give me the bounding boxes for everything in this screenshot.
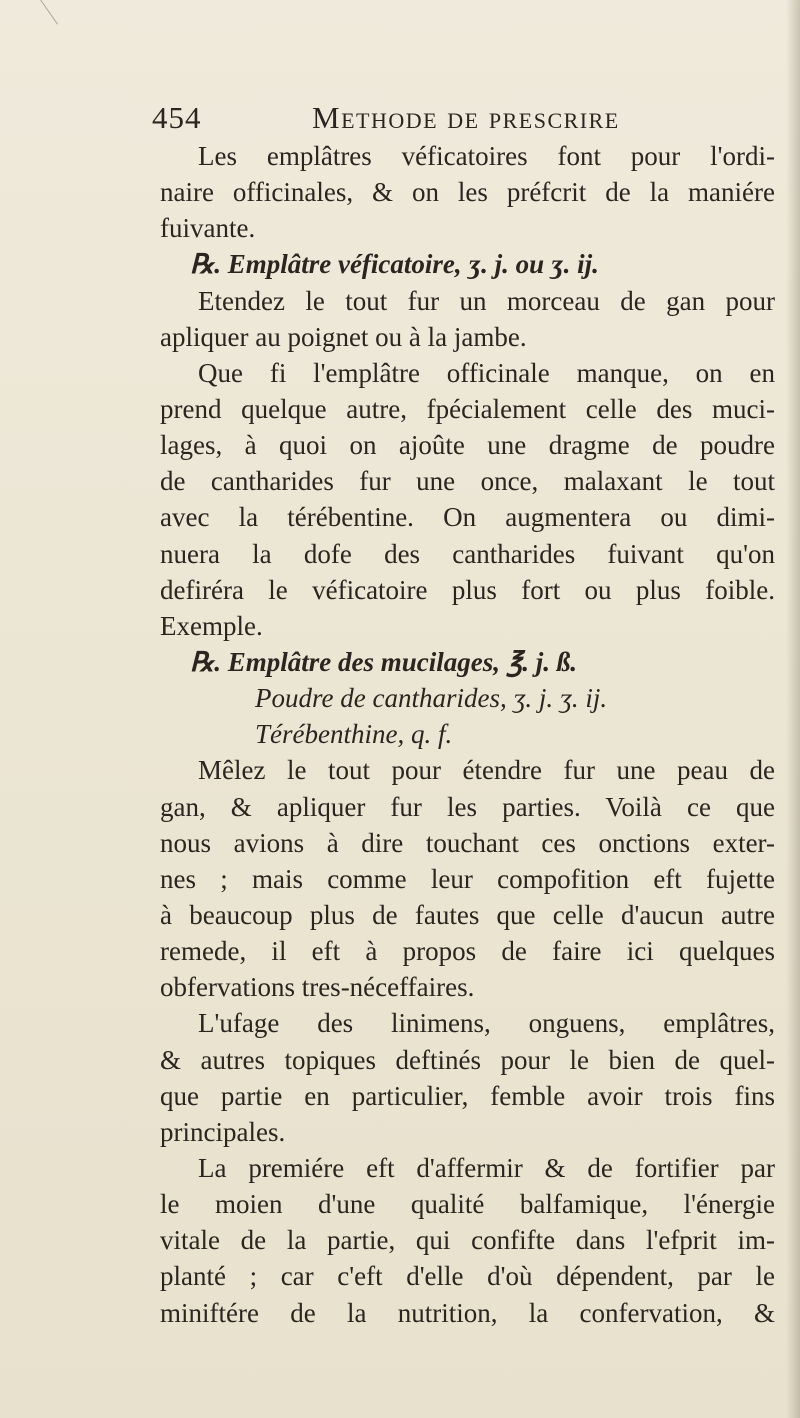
prescription-line: Térébenthine, q. f. bbox=[255, 719, 453, 750]
text-line: avec la térébentine. On augmentera ou dimi- bbox=[160, 502, 775, 533]
text-line: remede, il eft à propos de faire ici quelques bbox=[160, 936, 775, 967]
text-line: de cantharides fur une once, malaxant le tout bbox=[160, 466, 775, 497]
text-line: L'ufage des linimens, onguens, emplâtres, bbox=[198, 1008, 775, 1039]
prescription-line: ℞. Emplâtre véficatoire, ʒ. j. ou ʒ. ij. bbox=[190, 249, 599, 280]
page-edge-shadow bbox=[786, 0, 800, 1418]
text-line: Mêlez le tout pour étendre fur une peau de bbox=[198, 755, 775, 786]
page-header bbox=[152, 100, 732, 140]
text-line: defiréra le véficatoire plus fort ou plus foible. bbox=[160, 574, 775, 605]
body-text bbox=[160, 138, 775, 1331]
prescription-line: ℞. Emplâtre des mucilages, ℥. j. ß. bbox=[190, 646, 578, 677]
text-line: fuivante. bbox=[160, 213, 256, 244]
text-line: nuera la dofe des cantharides fuivant qu'on bbox=[160, 538, 775, 569]
text-line: le moien d'une qualité balfamique, l'énergie bbox=[160, 1189, 775, 1220]
text-line: planté ; car c'eft d'elle d'où dépendent, par le bbox=[160, 1261, 775, 1292]
text-line: La premiére eft d'affermir & de fortifier par bbox=[198, 1152, 775, 1183]
prescription-line: Poudre de cantharides, ʒ. j. ʒ. ij. bbox=[255, 683, 608, 714]
text-line: à beaucoup plus de fautes que celle d'aucun autre bbox=[160, 899, 775, 930]
text-line: principales. bbox=[160, 1116, 286, 1147]
text-line: nes ; mais comme leur compofition eft fujette bbox=[160, 863, 775, 894]
text-line: prend quelque autre, fpécialement celle des muci- bbox=[160, 393, 775, 424]
running-head: Methode de prescrire bbox=[312, 100, 620, 135]
text-line: Les emplâtres véficatoires font pour l'ordi- bbox=[198, 141, 775, 171]
text-line: naire officinales, & on les préfcrit de la maniére bbox=[160, 177, 775, 208]
text-line: vitale de la partie, qui confifte dans l'efprit im- bbox=[160, 1225, 775, 1256]
text-line: apliquer au poignet ou à la jambe. bbox=[160, 321, 527, 352]
text-line: miniftére de la nutrition, la confervation, & bbox=[160, 1297, 775, 1328]
text-line: & autres topiques deftinés pour le bien de quel- bbox=[160, 1044, 775, 1075]
text-line: lages, à quoi on ajoûte une dragme de poudre bbox=[160, 430, 775, 461]
text-line: Que fi l'emplâtre officinale manque, on en bbox=[198, 357, 775, 388]
text-line: obfervations tres-néceffaires. bbox=[160, 972, 475, 1003]
page-number: 454 bbox=[152, 100, 202, 135]
text-line: que partie en particulier, femble avoir trois fins bbox=[160, 1080, 775, 1111]
scan-mark bbox=[40, 0, 58, 25]
text-line: Etendez le tout fur un morceau de gan pour bbox=[198, 285, 775, 316]
text-line: Exemple. bbox=[160, 610, 263, 641]
text-line: gan, & apliquer fur les parties. Voilà ce que bbox=[160, 791, 775, 822]
text-line: nous avions à dire touchant ces onctions exter- bbox=[160, 827, 775, 858]
